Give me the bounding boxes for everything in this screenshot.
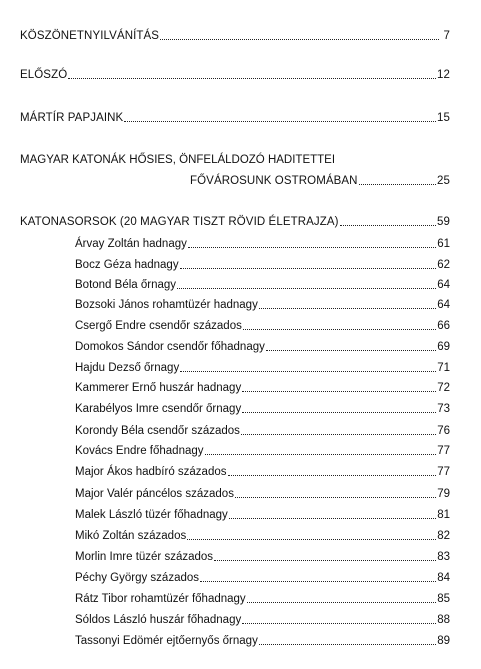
- dot-leader: [359, 183, 436, 185]
- toc-subentry-page: 72: [437, 382, 450, 394]
- toc-entry-page: 12: [437, 69, 450, 81]
- dot-leader: [243, 328, 436, 330]
- dot-leader: [242, 411, 436, 413]
- toc-subentry-title: Hajdu Dezső őrnagy: [75, 362, 180, 374]
- toc-subentry-page: 71: [437, 362, 450, 374]
- toc-subentry-title: Kammerer Ernő huszár hadnagy: [75, 382, 242, 394]
- dot-leader: [266, 349, 436, 351]
- toc-subentry: [75, 634, 450, 648]
- dot-leader: [124, 120, 436, 122]
- toc-subentry: [75, 298, 450, 312]
- dot-leader: [177, 287, 436, 289]
- toc-subentry: [75, 424, 450, 438]
- toc-subentry: [75, 571, 450, 585]
- dot-leader: [259, 307, 436, 309]
- toc-subentry-title: Karabélyos Imre csendőr őrnagy: [75, 403, 242, 415]
- dot-leader: [229, 517, 436, 519]
- toc-subentry: [75, 487, 450, 501]
- dot-leader: [200, 580, 436, 582]
- toc-subentry-title: Bocz Géza hadnagy: [75, 259, 179, 271]
- dot-leader: [241, 433, 436, 435]
- toc-subentry-page: 76: [437, 425, 450, 437]
- toc-subentry-page: 83: [437, 551, 450, 563]
- toc-subentry-title: Domokos Sándor csendőr főhadnagy: [75, 341, 265, 353]
- toc-subentry-page: 73: [437, 403, 450, 415]
- toc-entry-continuation: [190, 174, 450, 188]
- dot-leader: [242, 390, 436, 392]
- toc-entry-page: 15: [437, 112, 450, 124]
- dot-leader: [188, 246, 436, 248]
- toc-subentry-page: 79: [437, 488, 450, 500]
- toc-subentry-page: 64: [437, 299, 450, 311]
- dot-leader: [180, 370, 436, 372]
- toc-subentry: [75, 592, 450, 606]
- toc-subentry-page: 64: [437, 279, 450, 291]
- dot-leader: [187, 538, 436, 540]
- toc-subentry-title: Tassonyi Edömér ejtőernyős őrnagy: [75, 635, 258, 647]
- dot-leader: [247, 601, 437, 603]
- toc-entry-page: 25: [437, 175, 450, 187]
- toc-entry: [20, 215, 450, 229]
- dot-leader: [228, 474, 437, 476]
- toc-subentry-page: 61: [437, 238, 450, 250]
- dot-leader: [68, 77, 436, 79]
- dot-leader: [340, 224, 436, 226]
- toc-subentry-title: Mikó Zoltán százados: [75, 530, 187, 542]
- toc-subentry-page: 85: [437, 593, 450, 605]
- toc-subentry: [75, 340, 450, 354]
- toc-entry: [20, 153, 450, 167]
- toc-subentry: [75, 258, 450, 272]
- toc-subentry-title: Major Valér páncélos százados: [75, 488, 234, 500]
- toc-entry-page: 59: [437, 216, 450, 228]
- toc-entry: [20, 68, 450, 82]
- toc-entry-page: 7: [443, 30, 450, 42]
- toc-subentry: [75, 529, 450, 543]
- toc-entry-title: MAGYAR KATONÁK HŐSIES, ÖNFELÁLDOZÓ HADITETTEI: [20, 154, 336, 166]
- toc-subentry-title: Botond Béla őrnagy: [75, 279, 177, 291]
- dot-leader: [235, 496, 436, 498]
- toc-subentry: [75, 550, 450, 564]
- toc-subentry-page: 81: [437, 509, 450, 521]
- toc-entry-title: MÁRTÍR PAPJAINK: [20, 112, 124, 124]
- toc-subentry-page: 88: [437, 614, 450, 626]
- toc-subentry: [75, 508, 450, 522]
- toc-subentry-title: Péchy György százados: [75, 572, 200, 584]
- toc-subentry-title: Árvay Zoltán hadnagy: [75, 238, 187, 250]
- toc-subentry: [75, 319, 450, 333]
- toc-subentry-title: Morlin Imre tüzér százados: [75, 551, 214, 563]
- toc-subentry-page: 82: [437, 530, 450, 542]
- toc-subentry: [75, 237, 450, 251]
- toc-entry-title: KÖSZÖNETNYILVÁNÍTÁS: [20, 30, 160, 42]
- toc-subentry-page: 84: [437, 572, 450, 584]
- toc-subentry-page: 77: [437, 445, 450, 457]
- dot-leader: [180, 267, 437, 269]
- toc-subentry: [75, 402, 450, 416]
- toc-entry-title: KATONASORSOK (20 MAGYAR TISZT RÖVID ÉLETRAJZA): [20, 216, 339, 228]
- toc-subentry-page: 66: [437, 320, 450, 332]
- dot-leader: [242, 622, 436, 624]
- toc-subentry-title: Korondy Béla csendőr százados: [75, 425, 240, 437]
- toc-subentry: [75, 381, 450, 395]
- toc-subentry-page: 89: [437, 635, 450, 647]
- dot-leader: [160, 38, 439, 40]
- toc-subentry: [75, 361, 450, 375]
- toc-subentry-page: 62: [437, 259, 450, 271]
- toc-subentry-page: 77: [437, 466, 450, 478]
- toc-subentry-page: 69: [437, 341, 450, 353]
- dot-leader: [214, 559, 436, 561]
- toc-subentry-title: Csergő Endre csendőr százados: [75, 320, 242, 332]
- dot-leader: [259, 643, 436, 645]
- toc-subentry-title: Major Ákos hadbíró százados: [75, 466, 227, 478]
- toc-subentry-title: Kovács Endre főhadnagy: [75, 445, 204, 457]
- toc-entry: [20, 29, 450, 43]
- toc-subentry-title: Sóldos László huszár főhadnagy: [75, 614, 242, 626]
- toc-subentry: [75, 444, 450, 458]
- toc-subentry-title: Bozsoki János rohamtüzér hadnagy: [75, 299, 258, 311]
- dot-leader: [205, 453, 437, 455]
- toc-entry-title: ELŐSZÓ: [20, 69, 68, 81]
- toc-subentry: [75, 613, 450, 627]
- toc-subentry: [75, 465, 450, 479]
- toc-entry: [20, 111, 450, 125]
- toc-subentry: [75, 278, 450, 292]
- toc-subentry-title: Rátz Tibor rohamtüzér főhadnagy: [75, 593, 246, 605]
- toc-entry-title: FŐVÁROSUNK OSTROMÁBAN: [190, 175, 358, 187]
- toc-subentry-title: Malek László tüzér főhadnagy: [75, 509, 228, 521]
